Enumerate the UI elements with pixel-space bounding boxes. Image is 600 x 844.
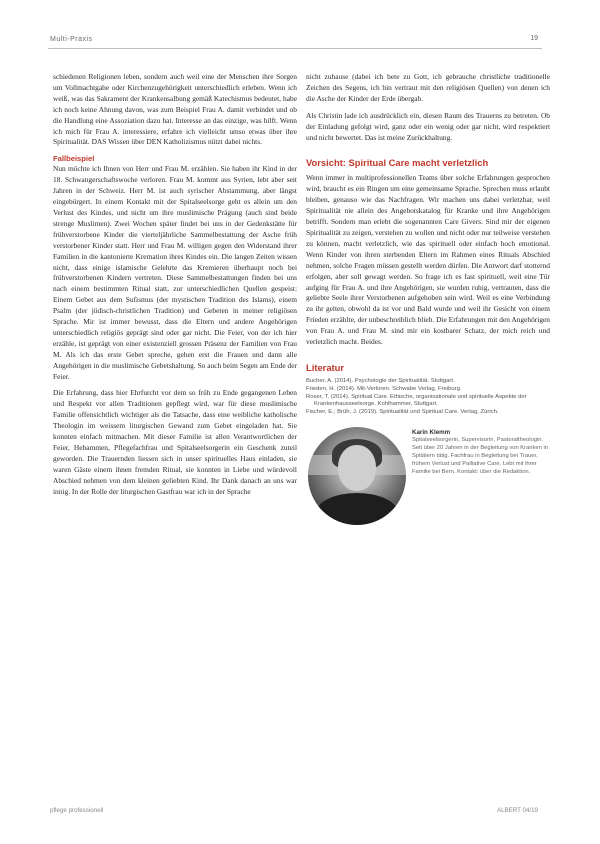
intro-paragraph: schiedenen Religionen leben, sondern auch weil eine der Menschen ihre Sorgen um Vollmachtgabe oder Kirchenzugehörigkeit unterschiedlich erleben. Wenn ich weiß, was das Sakrament der Krankensalbung gemäß Katechismus bedeutet, habe ich noch keine Ahnung davon, was zum Beispiel Frau A. damit verbindet und ob die Handlung eine Assoziation dazu hat. Interesse an das einzige, was hilft. Wenn ich mich für Frau A. interessiere, erfahre ich vielleicht umso etwas über ihre Spiritualität. DAS Wissen über DEN Katholizismus nützt dabei nichts.	[53, 72, 297, 147]
case-paragraph-2: Die Erfahrung, dass hier Ehrfurcht vor dem so früh zu Ende gegangenen Leben und Respekt vor allen Traditionen gepflegt wird, war für diese muslimische Familie offensichtlich wichtiger als die Tatsache, dass eine weibliche katholische Theologin im weissem liturgischen Gewand zum Gebet eingeladen hat. Sie konnten einfach mitmachen. Mit dieser Familie ist allen Verantwortlichen der Feier, Hebammen, Pflegefachfrau und Spitalseelsorgerin ein Geschenk zuteil geworden. Die Trauernden liessen sich in unser spirituelles Haus einladen, sie waren Gäste einem ihnen fremden Ritual, sie konnten in Liebe und würdevoll Abschied nehmen von dem kleinen geliebten Kind. Ihr Dank danach an uns war innig. In der Rolle der liturgischen Gastfrau war ich in der Sprache	[53, 388, 297, 496]
footer-left: pflege professionell	[50, 807, 104, 814]
author-name: Karin Klemm	[412, 428, 451, 436]
case-study-heading: Fallbeispiel	[53, 154, 95, 164]
author-info	[412, 429, 552, 476]
author-bio: Spitalseelsorgerin, Supervisorin, Pastoraltheologin. Seit über 20 Jahren in der Begleitung von Kranken in Spitälern tätig. Fachfrau in Begleitung bei Trauer, frühem Verlust und Palliative Care. Lebt mit ihrer Familie bei Bern. Kontakt: über die Redaktion.	[412, 436, 548, 476]
left-column	[53, 72, 297, 504]
header-page-number: 19	[530, 35, 538, 42]
warning-heading: Vorsicht: Spiritual Care macht verletzlich	[306, 157, 489, 169]
literature-item: Fischer, E.; Brüh, J. (2019). Spiritualität und Spiritual Care. Verlag, Zürich.	[306, 409, 499, 416]
literature-item: Frieden, H. (2014). Mit-Verloren. Schwabe Verlag, Freiburg.	[306, 385, 462, 392]
author-box	[306, 427, 550, 547]
literature-list	[306, 378, 550, 417]
continuation-paragraph: nicht zuhause (dabei ich bete zu Gott, ich gebrauche christliche traditionelle Zeichen des Segens, ich bin vertraut mit den religiösen Quellen) von denen ich die Asche der Kinder der Erde übergab.	[306, 72, 550, 103]
right-column	[306, 72, 550, 547]
footer-right: ALBERT 04/19	[496, 807, 538, 814]
statement-paragraph: Als Christin lade ich ausdrücklich ein, diesen Raum des Trauerns zu betreten. Ob der Einladung gefolgt wird, ganz oder ein wenig oder gar nicht, wird respektiert und nicht bewertet. Das ist meine Zurückhaltung.	[306, 110, 550, 142]
warning-paragraph: Wenn immer in multiprofessionellen Teams über solche Erfahrungen gesprochen wird, braucht es ein Ringen um eine gemeinsame Sprache. Sprechen muss erlaubt bleiben, genauso wie das Nachfragen. Wir machen uns dabei verletzbar, weil Spiritualität nie allein des Angebotskatalog für Kranke und ihre Angehörigen betrifft. Sondern man erlebt die sogenannten Care Givers. Sind mir der eigenen Spiritualität zu zeigen, verstehen zu wollen und nicht oder nur teilweise verstehen zu können, macht verletzlich, wie das spirituell oder einfach hoch emotional. Wenn Kinder von ihren sterbenden Eltern im Rahmen eines Rituals Abschied nehmen, solche Fragen müssen gestellt werden dürfen. Die Antwort darf stotternd erfolgen, aber soll gewagt werden. So frage ich es fast spirituell, weil eine Tür aufging für Frau A. und ihre Angehörigen, sie wurden ruhig, vertrauten, dass die geliebte Seele ihrer Verstorbenen aufgehoben sein wird. Weil es eine Verbindung zu ihr gelten, obwohl da ist vor und Bald wurde und weil ihr Gesicht von einem Frieden erzählte, der unbeschreiblich blieb. Die Erfahrungen mit den Angehörigen von Frau A. und Frau M. sind mir ein kostbarer Schatz, der mich reich und verletzlich macht. Beides.	[306, 173, 550, 347]
author-photo	[308, 427, 406, 525]
literature-item: Bucher, A. (2014). Psychologie der Spiritualität. Stuttgart.	[306, 377, 455, 384]
literature-heading: Literatur	[306, 361, 345, 373]
literature-item: Roser, T. (2014). Spiritual Care. Ethische, organisationale und spirituelle Aspekte der Krankenhausseelsorge. Kohlhammer, Stuttgart.	[306, 393, 527, 408]
header-divider	[48, 48, 542, 49]
header-section-label: Multi-Praxis	[50, 36, 93, 43]
case-paragraph-1: Nun möchte ich Ihnen von Herr und Frau M. erzählen. Sie haben ihr Kind in der 18. Schwangerschaftswoche verloren. Frau M. kommt aus Syrien, lebt aber seit Jahren in der Schweiz. Herr M. ist auch syrischer Abstammung, aber längst eingebürgert. In einem Kontakt mit der Spitalseelsorge geht es allein um den Verlust des Kindes, und nicht um ihre muslimische Prägung (auch sind beide strenge Muslimen). Zwei Wochen später findet bei uns in der Gedenkstätte für frühverstorbene Kinder die vierteljährliche Sammelbestattung der Asche früh verstorbener Kinder statt. Herr und Frau M. willigen gegen den Widerstand ihrer Familien in die kantonierte Kremation ihres Kindes ein. Die langen Zeiten wissen nicht, dass einige islamische Gelehrte das Kremieren überhaupt noch bei frühverstorbenen Kindern vertreten. Diese Sammelbestattungen finden bei uns nach einem bestimmten Ritual statt, zur unterschiedlichen Quellen gespeist: Einem Gebet aus dem Sufismus (der mystischen Tradition des Islams), einem Psalm (der jüdisch-christlichen Tradition) und Gebeten in meiner religiösen Sprache. Mir ist immer bewusst, dass die Eltern und andere Angehörigen unterschiedlich religiös geprägt sind oder gar nicht. Die Feier, von der ich hier erzähle, ist geprägt von einer existenziell grossen Präsenz der Familien von Frau M. Als ich das erste Gebet spreche, gehen erst die Frauen und dann alle Angehörigen in die muslimische Gebetshaltung. So auch beim Segen am Ende der Feier.	[53, 164, 297, 381]
